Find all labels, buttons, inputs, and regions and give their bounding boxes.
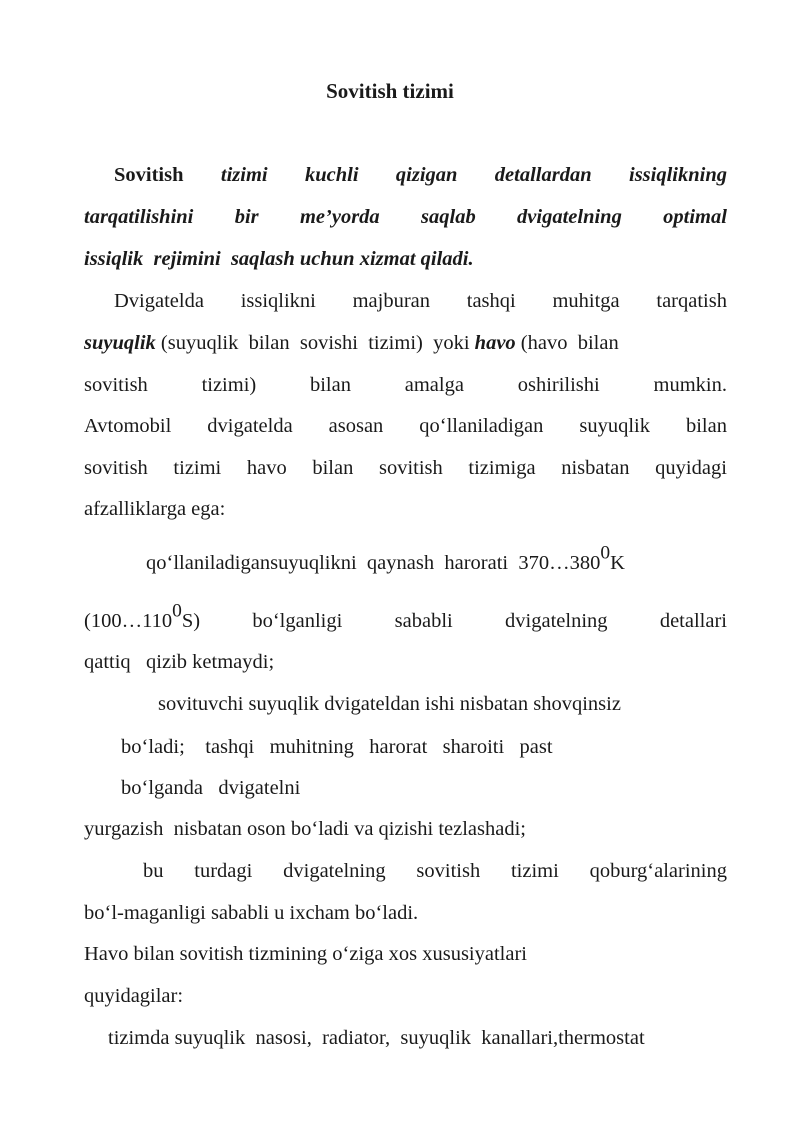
para1-word: mumkin. xyxy=(653,374,727,396)
para1-word: quyidagi xyxy=(655,457,727,479)
para1-word: tizimi xyxy=(173,457,222,479)
item1-text: qo‘llaniladigansuyuqlikni qaynash harorati 370…380 xyxy=(146,552,601,574)
para1-line-6: afzalliklarga ega: xyxy=(84,498,226,520)
item3-line-2: bo‘l-maganligi sababli u ixcham bo‘ladi. xyxy=(84,902,419,924)
para1-word: tizimi) xyxy=(201,374,257,396)
item3-word: bu xyxy=(143,860,164,882)
para1-line-5 xyxy=(84,458,727,479)
item3-word: qoburg‘alarining xyxy=(589,860,727,882)
para1-word: issiqlikni xyxy=(240,290,316,312)
intro-word: saqlab xyxy=(421,206,476,228)
item2-line-2: bo‘ladi; tashqi muhitning harorat sharoiti past xyxy=(121,736,553,758)
para1-word: Dvigatelda xyxy=(114,290,204,312)
item3-word: turdagi xyxy=(194,860,253,882)
para1-line-4 xyxy=(84,416,727,437)
intro-word: dvigatelning xyxy=(517,206,622,228)
item1-line-3: qattiq qizib ketmaydi; xyxy=(84,651,275,673)
para1-word: dvigatelda xyxy=(207,415,293,437)
item1-word: dvigatelning xyxy=(505,610,608,632)
para1-word: Avtomobil xyxy=(84,415,172,437)
havo-line-1: Havo bilan sovitish tizmining o‘ziga xos xususiyatlari xyxy=(84,943,527,965)
para1-word: nisbatan xyxy=(561,457,630,479)
havo-line-3: tizimda suyuqlik nasosi, radiator, suyuqlik kanallari,thermostat xyxy=(108,1027,645,1049)
para1-line-3 xyxy=(84,375,727,396)
item1-line-1 xyxy=(146,542,625,574)
intro-word: optimal xyxy=(663,206,727,228)
para1-word: sovitish xyxy=(84,374,148,396)
para1-word: oshirilishi xyxy=(517,374,600,396)
para1-word: tashqi xyxy=(466,290,516,312)
para1-word: havo xyxy=(246,457,287,479)
degree-superscript: 0 xyxy=(600,542,611,564)
havo-line-2: quyidagilar: xyxy=(84,985,184,1007)
para1-line-2 xyxy=(84,333,619,354)
para1-word: bilan xyxy=(312,457,354,479)
item1-unit: K xyxy=(610,552,625,574)
item3-word: sovitish xyxy=(416,860,481,882)
para1-text: (havo bilan xyxy=(515,332,619,354)
para1-word: majburan xyxy=(352,290,431,312)
intro-word: Sovitish xyxy=(114,164,184,186)
para1-line-1 xyxy=(114,291,727,312)
para1-word: bilan xyxy=(685,415,727,437)
para1-word: qo‘llaniladigan xyxy=(419,415,544,437)
para1-word: muhitga xyxy=(552,290,620,312)
para1-word: bilan xyxy=(309,374,351,396)
item1-line-2 xyxy=(84,600,727,632)
para1-text: (suyuqlik bilan sovishi tizimi) yoki xyxy=(155,332,475,354)
intro-word: issiqlikning xyxy=(629,164,727,186)
intro-line-2 xyxy=(84,207,727,228)
item3-word: tizimi xyxy=(510,860,559,882)
intro-line-3: issiqlik rejimini saqlash uchun xizmat qiladi. xyxy=(84,248,474,270)
para1-word: sovitish xyxy=(378,457,443,479)
item2-line-4: yurgazish nisbatan oson bo‘ladi va qizishi tezlashadi; xyxy=(84,818,526,840)
item3-word: dvigatelning xyxy=(283,860,386,882)
intro-word: tarqatilishini xyxy=(84,206,194,228)
item3-line-1 xyxy=(143,861,727,882)
intro-word: bir xyxy=(234,206,259,228)
intro-word: kuchli xyxy=(304,164,359,186)
para1-word: amalga xyxy=(404,374,464,396)
para1-word: tizimiga xyxy=(468,457,536,479)
page-title: Sovitish tizimi xyxy=(326,79,454,103)
item1-text: (100…110 xyxy=(84,610,173,632)
item1-range xyxy=(84,600,201,632)
para1-word: suyuqlik xyxy=(579,415,650,437)
para1-word: sovitish xyxy=(84,457,148,479)
intro-line-1 xyxy=(114,165,727,186)
intro-word: tizimi xyxy=(220,164,268,186)
degree-superscript: 0 xyxy=(172,600,182,622)
para1-word: tarqatish xyxy=(656,290,727,312)
item1-unit: S) xyxy=(181,610,201,632)
item2-line-3: bo‘lganda dvigatelni xyxy=(121,777,301,799)
emphasis-havo: havo xyxy=(474,332,516,354)
item1-word: sababli xyxy=(394,610,453,632)
intro-word: me’yorda xyxy=(299,206,380,228)
intro-word: qizigan xyxy=(395,164,458,186)
item1-word: bo‘lganligi xyxy=(252,610,343,632)
item2-line-1: sovituvchi suyuqlik dvigateldan ishi nisbatan shovqinsiz xyxy=(158,693,621,715)
emphasis-suyuqlik: suyuqlik xyxy=(84,332,156,354)
para1-word: asosan xyxy=(328,415,384,437)
item1-word: detallari xyxy=(659,610,727,632)
intro-word: detallardan xyxy=(494,164,592,186)
